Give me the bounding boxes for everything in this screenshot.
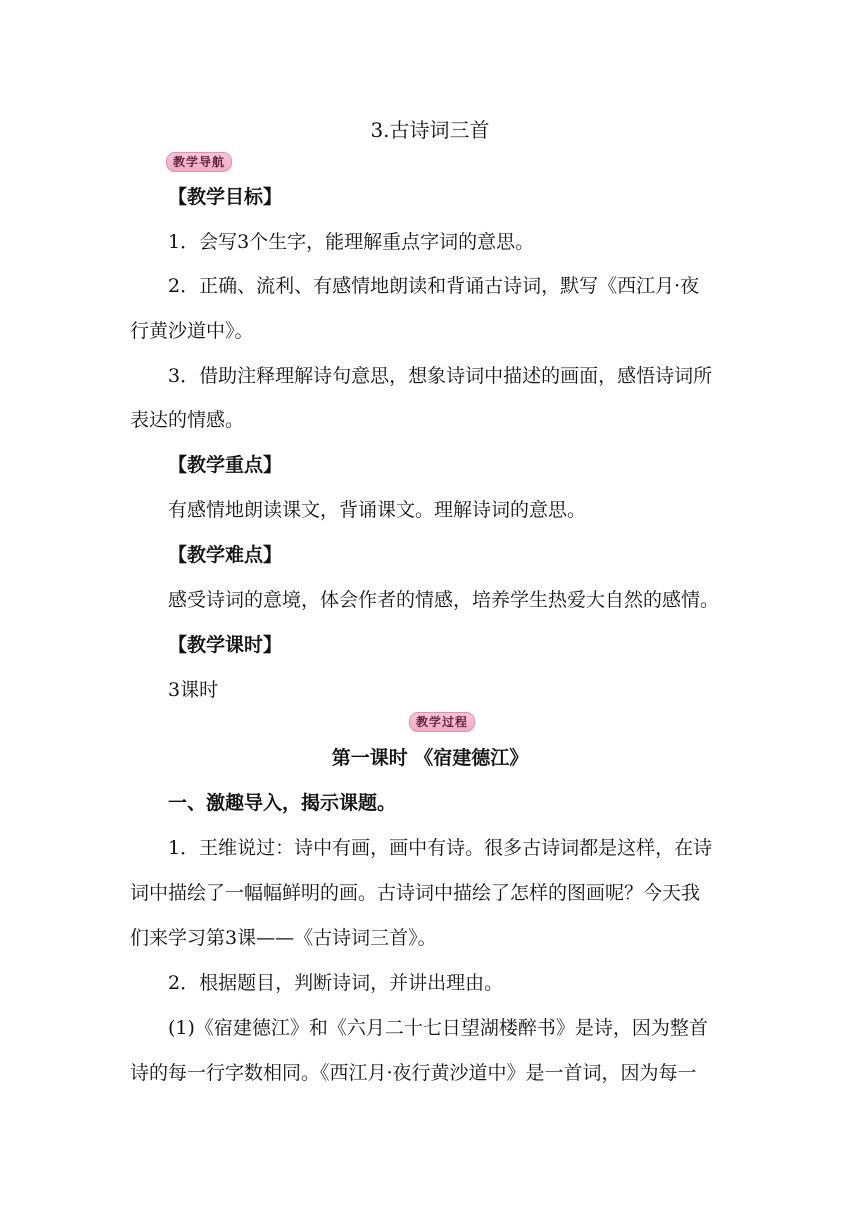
page-title: 3.古诗词三首: [370, 118, 490, 142]
lesson-title: 第一课时 《宿建德江》: [331, 747, 529, 769]
goal-line: 表达的情感。: [130, 409, 245, 431]
body-line: 们来学习第3课——《古诗词三首》。: [130, 927, 437, 949]
body-line: 词中描绘了一幅幅鲜明的画。古诗词中描绘了怎样的图画呢？今天我: [130, 882, 701, 904]
difficulty-heading: 【教学难点】: [168, 544, 283, 566]
goal-line: 行黄沙道中》。: [130, 320, 254, 342]
hours-text: 3课时: [168, 679, 219, 701]
section-heading: 一、激趣导入，揭示课题。: [168, 792, 397, 814]
difficulty-text: 感受诗词的意境，体会作者的情感，培养学生热爱大自然的感情。: [168, 589, 720, 611]
goal-line: 3．借助注释理解诗句意思，想象诗词中描述的画面，感悟诗词所: [168, 365, 713, 387]
body-line: 1．王维说过：诗中有画，画中有诗。很多古诗词都是这样，在诗: [168, 837, 713, 859]
goal-line: 1．会写3个生字，能理解重点字词的意思。: [168, 231, 535, 253]
hours-heading: 【教学课时】: [168, 634, 283, 656]
body-line: 诗的每一行字数相同。《西江月·夜行黄沙道中》是一首词，因为每一: [130, 1062, 697, 1084]
body-line: (1)《宿建德江》和《六月二十七日望湖楼醉书》是诗，因为整首: [168, 1017, 708, 1039]
goals-heading: 【教学目标】: [168, 186, 283, 208]
key-points-text: 有感情地朗读课文，背诵课文。理解诗词的意思。: [168, 499, 587, 521]
teaching-guide-badge: 教学导航: [166, 152, 232, 172]
goal-line: 2．正确、流利、有感情地朗读和背诵古诗词，默写《西江月·夜: [168, 275, 700, 297]
key-points-heading: 【教学重点】: [168, 454, 283, 476]
body-line: 2．根据题目，判断诗词，并讲出理由。: [168, 972, 504, 994]
teaching-process-badge: 教学过程: [409, 712, 475, 732]
